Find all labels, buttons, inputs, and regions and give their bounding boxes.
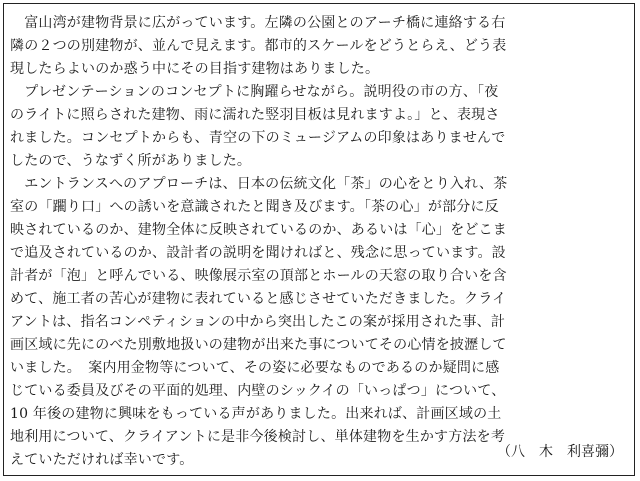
body-line: 室の「躙り口」への誘いを意識されたと聞き及びます。「茶の心」が部分に反 (10, 199, 499, 215)
body-line: アントは、指名コンペティションの中から突出したこの案が採用された事、計 (10, 314, 506, 330)
body-line: めて、施工者の苦心が建物に表れていると感じさせていただきました。クライ (10, 291, 507, 307)
body-line: えていただければ幸いです。 (10, 452, 194, 468)
body-line: で追及されているのか、設計者の説明を聞ければと、残念に思っています。設 (10, 245, 506, 261)
body-line: 現したらよいのか惑う中にその目指す建物はありました。 (10, 61, 380, 77)
body-line: 10 年後の建物に興味をもっている声がありました。出来れば、計画区域の土 (10, 406, 502, 422)
body-line: れました。コンセプトからも、青空の下のミュージアムの印象はありませんで (10, 130, 506, 146)
body-line: 映されているのか、建物全体に反映されているのか、あるいは「心」をどこま (10, 222, 507, 238)
body-line: じている委員及びその平面的処理、内壁のシックイの「いっぱつ」について、 (10, 383, 506, 399)
body-line: 隣の２つの別建物が、並んで見えます。都市的スケールをどうとらえ、どう表 (10, 38, 507, 54)
body-line: 計者が「泡」と呼んでいる、映像展示室の頂部とホールの天窓の取り合いを含 (10, 268, 507, 284)
body-line: いました。 案内用金物等について、その姿に必要なものであるのか疑問に感 (10, 360, 500, 376)
body-line: プレゼンテーションのコンセプトに胸躍らせながら。説明役の市の方、「夜 (10, 84, 499, 100)
body-line: 画区域に先にのべた別敷地扱いの建物が出来た事についてその心情を披瀝して (10, 337, 507, 353)
body-line: したので、うなずく所がありました。 (10, 153, 252, 169)
body-line: 富山湾が建物背景に広がっています。左隣の公園とのアーチ橋に連絡する右 (10, 15, 506, 31)
author-signature: （八 木 利喜彌） (497, 444, 623, 460)
article-body (10, 12, 630, 472)
body-line: エントランスへのアプローチは、日本の伝統文化「茶」の心をとり入れ、茶 (10, 176, 508, 192)
body-line: のライトに照らされた建物、雨に濡れた竪羽目板は見れますよ。」と、表現さ (10, 107, 500, 123)
body-line: 地利用について、クライアントに是非今後検討し、単体建物を生かす方法を考 (10, 429, 506, 445)
